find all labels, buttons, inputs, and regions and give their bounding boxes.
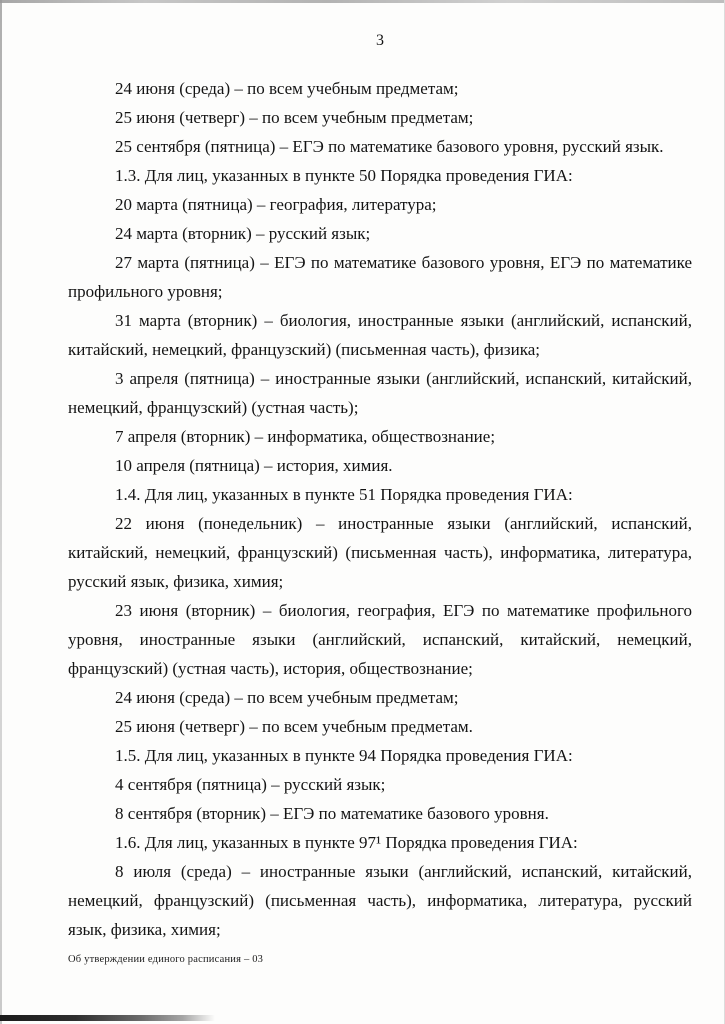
scan-artifact-bottom bbox=[0, 1015, 215, 1021]
document-paragraph: 24 июня (среда) – по всем учебным предметам; bbox=[115, 79, 459, 98]
scan-edge-left bbox=[0, 0, 2, 1024]
footer-note: Об утверждении единого расписания – 03 bbox=[68, 954, 264, 965]
document-paragraph: 23 июня (вторник) – биология, география, ЕГЭ по математике профильного уровня, иностранные языки (английский, испанский, китайский, немецкий, французский) (устная часть), история, обществознание; bbox=[68, 601, 692, 678]
scan-edge-top bbox=[0, 0, 725, 3]
document-paragraph: 8 сентября (вторник) – ЕГЭ по математике базового уровня. bbox=[115, 804, 549, 823]
document-paragraph: 25 сентября (пятница) – ЕГЭ по математике базового уровня, русский язык. bbox=[115, 137, 664, 156]
document-paragraph: 25 июня (четверг) – по всем учебным предметам. bbox=[115, 717, 473, 736]
document-paragraph: 24 июня (среда) – по всем учебным предметам; bbox=[115, 688, 459, 707]
document-paragraph: 22 июня (понедельник) – иностранные языки (английский, испанский, китайский, немецкий, французский) (письменная часть), информатика, литература, русский язык, физика, химия; bbox=[68, 514, 692, 591]
document-paragraph: 24 марта (вторник) – русский язык; bbox=[115, 224, 371, 243]
page-number: 3 bbox=[376, 32, 384, 49]
document-paragraph: 20 марта (пятница) – география, литература; bbox=[115, 195, 437, 214]
document-paragraph: 25 июня (четверг) – по всем учебным предметам; bbox=[115, 108, 474, 127]
document-paragraph: 10 апреля (пятница) – история, химия. bbox=[115, 456, 393, 475]
document-paragraph: 1.3. Для лиц, указанных в пункте 50 Порядка проведения ГИА: bbox=[115, 166, 573, 185]
document-paragraph: 1.4. Для лиц, указанных в пункте 51 Порядка проведения ГИА: bbox=[115, 485, 573, 504]
document-paragraph: 27 марта (пятница) – ЕГЭ по математике базового уровня, ЕГЭ по математике профильного уровня; bbox=[68, 253, 692, 301]
document-paragraph: 1.5. Для лиц, указанных в пункте 94 Порядка проведения ГИА: bbox=[115, 746, 573, 765]
document-paragraph: 7 апреля (вторник) – информатика, обществознание; bbox=[115, 427, 496, 446]
document-paragraph: 8 июля (среда) – иностранные языки (английский, испанский, китайский, немецкий, французский) (письменная часть), информатика, литература, русский язык, физика, химия; bbox=[68, 862, 692, 939]
document-body bbox=[68, 74, 692, 944]
document-paragraph: 4 сентября (пятница) – русский язык; bbox=[115, 775, 386, 794]
document-paragraph: 3 апреля (пятница) – иностранные языки (английский, испанский, китайский, немецкий, французский) (устная часть); bbox=[68, 369, 692, 417]
document-paragraph: 1.6. Для лиц, указанных в пункте 97¹ Порядка проведения ГИА: bbox=[115, 833, 578, 852]
document-paragraph: 31 марта (вторник) – биология, иностранные языки (английский, испанский, китайский, немецкий, французский) (письменная часть), физика; bbox=[68, 311, 692, 359]
